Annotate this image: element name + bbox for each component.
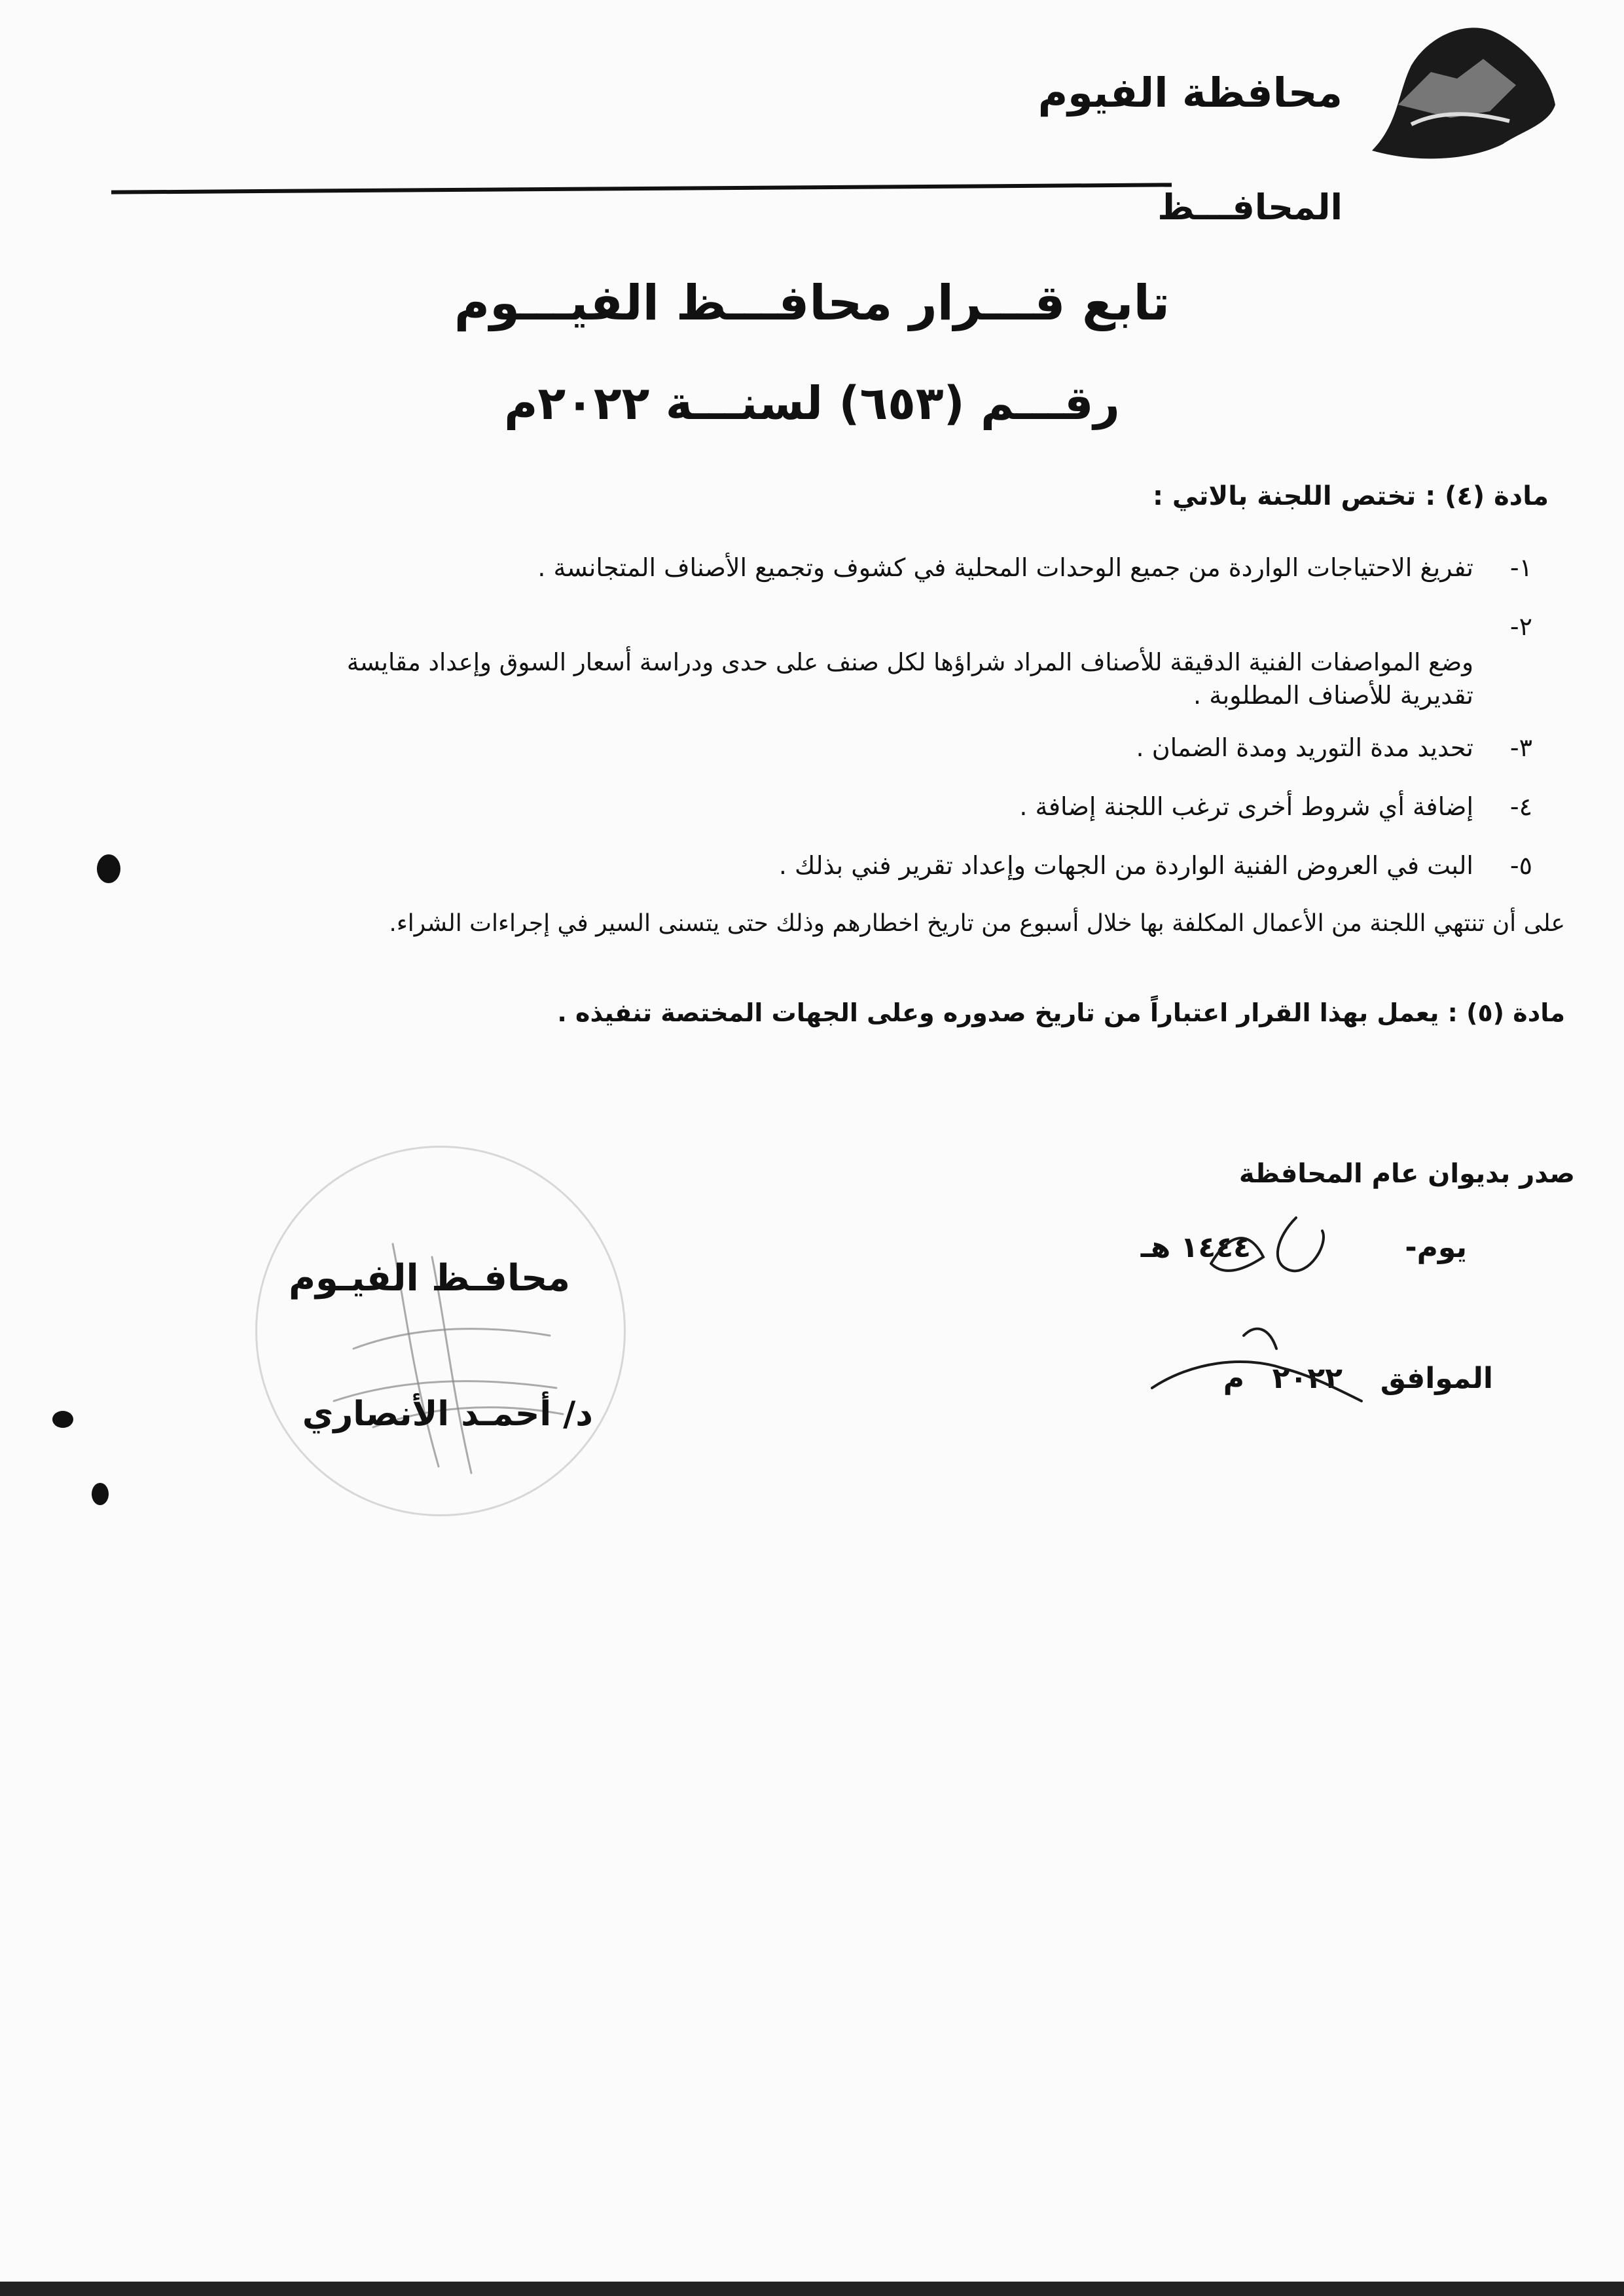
scan-edge — [0, 2282, 1624, 2296]
article-4-item-4-number: ٤- — [1509, 792, 1532, 821]
gregorian-date-year: ٢٠٢٢ — [1272, 1362, 1343, 1395]
ink-blot — [92, 1483, 109, 1505]
office-title: المحافـــظ — [1157, 187, 1343, 228]
article-5-line-1: مادة (٥) : يعمل بهذا القرار اعتباراً من تاريخ صدوره وعلى الجهات المختصة تنفيذه . — [557, 998, 1565, 1027]
ink-blot — [52, 1411, 73, 1428]
ink-blot — [97, 854, 120, 883]
gregorian-date-suffix: م — [1223, 1362, 1244, 1395]
article-4-item-1-number: ١- — [1509, 553, 1532, 582]
issuance-day: يوم- — [1405, 1231, 1467, 1264]
article-4-item-3-number: ٣- — [1509, 733, 1532, 762]
handwritten-date-annotation — [1113, 1192, 1479, 1440]
signatory-title: محافـظ الفيـوم — [288, 1257, 570, 1300]
governorate-name: محافظة الفيوم — [1038, 69, 1343, 117]
issued-at: صدر بديوان عام المحافظة — [1238, 1159, 1575, 1189]
article-4-item-3-text: تحديد مدة التوريد ومدة الضمان . — [1136, 733, 1473, 762]
gregorian-date-prefix: الموافق — [1380, 1362, 1493, 1395]
governorate-logo — [1359, 13, 1562, 170]
article-4-item-2-number: ٢- — [1509, 612, 1532, 641]
article-4-item-5-number: ٥- — [1509, 851, 1532, 880]
article-4-closing-line-1: على أن تنتهي اللجنة من الأعمال المكلفة بها خلال أسبوع من تاريخ اخطارهم وذلك حتى يتسنى السير في إجراءات الشراء. — [389, 910, 1565, 937]
decision-title: تابع قـــرار محافـــظ الفيـــوم — [454, 275, 1170, 331]
article-4-item-2-text: وضع المواصفات الفنية الدقيقة للأصناف المراد شراؤها لكل صنف على حدى ودراسة أسعار السوق وإعداد مقايسة — [346, 648, 1473, 676]
article-4-item-5-text: البت في العروض الفنية الواردة من الجهات وإعداد تقرير فني بذلك . — [778, 851, 1473, 880]
article-4-item-1-text: تفريغ الاحتياجات الواردة من جميع الوحدات المحلية في كشوف وتجميع الأصناف المتجانسة . — [537, 553, 1473, 582]
article-4-item-4-text: إضافة أي شروط أخرى ترغب اللجنة إضافة . — [1019, 792, 1473, 821]
header-divider — [111, 183, 1172, 194]
article-4-item-2-text-continued: تقديرية للأصناف المطلوبة . — [1193, 681, 1473, 710]
signatory-name: د/ أحمـد الأنصاري — [302, 1394, 593, 1434]
decision-number: رقـــم (٦٥٣) لسنـــة ٢٠٢٢م — [504, 376, 1120, 430]
hijri-date: ١٤٤٤ هـ — [1140, 1231, 1251, 1264]
article-4-heading: مادة (٤) : تختص اللجنة بالاتي : — [1153, 481, 1549, 511]
